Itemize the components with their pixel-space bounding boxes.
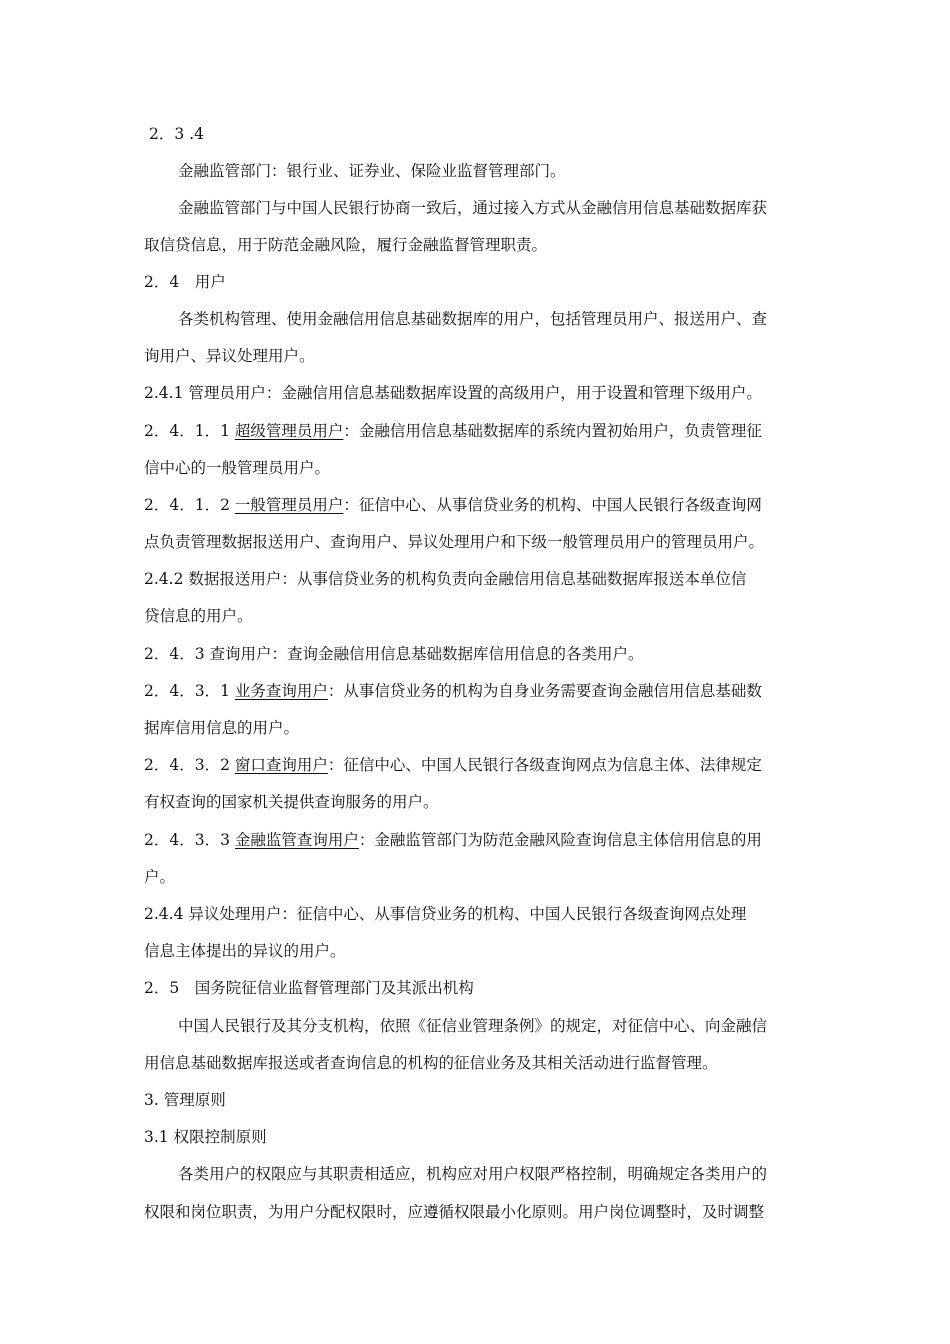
defined-term: 超级管理员用户 [234, 422, 344, 440]
paragraph: 金融监管部门：银行业、证券业、保险业监督管理部门。 [178, 162, 566, 180]
section-heading-2-5: 2．5 国务院征信业监督管理部门及其派出机构 [144, 979, 474, 997]
section-heading-3: 3. 管理原则 [144, 1091, 226, 1109]
paragraph-line: 有权查询的国家机关提供查询服务的用户。 [144, 793, 439, 811]
paragraph-line: 用信息基础数据库报送或者查询信息的机构的征信业务及其相关活动进行监督管理。 [144, 1054, 718, 1072]
section-heading-2-3-4: 2．3 .4 [149, 125, 204, 143]
paragraph-line: 点负责管理数据报送用户、查询用户、异议处理用户和下级一般管理员用户的管理员用户。 [144, 533, 765, 551]
defined-term: 业务查询用户 [234, 682, 328, 700]
paragraph-line: 贷信息的用户。 [144, 607, 253, 625]
item-text: ：金融监管部门为防范金融风险查询信息主体信用信息的用 [358, 831, 762, 849]
paragraph-line: 取信贷信息，用于防范金融风险，履行金融监督管理职责。 [144, 236, 548, 254]
item-number: 2．4．3．1 [144, 682, 235, 700]
defined-term: 一般管理员用户 [234, 496, 344, 514]
section-heading-2-4: 2．4 用户 [144, 273, 226, 291]
paragraph-line: 信息主体提出的异议的用户。 [144, 942, 346, 960]
paragraph-line: 各类机构管理、使用金融信用信息基础数据库的用户，包括管理员用户、报送用户、查 [178, 310, 768, 328]
defined-term: 金融监管查询用户 [234, 831, 359, 849]
item-2-4-2: 2.4.2 数据报送用户：从事信贷业务的机构负责向金融信用信息基础数据库报送本单位信 [144, 570, 747, 588]
item-number: 2．4．1．1 [144, 422, 235, 440]
item-text: ：征信中心、从事信贷业务的机构、中国人民银行各级查询网 [343, 496, 762, 514]
item-number: 2．4．1．2 [144, 496, 235, 514]
section-heading-3-1: 3.1 权限控制原则 [144, 1128, 267, 1146]
item-text: ：征信中心、中国人民银行各级查询网点为信息主体、法律规定 [327, 756, 762, 774]
item-2-4-3: 2．4．3 查询用户：查询金融信用信息基础数据库信用信息的各类用户。 [144, 645, 644, 663]
paragraph-line: 户。 [144, 868, 176, 886]
item-2-4-3-1 [144, 681, 762, 701]
paragraph-line: 金融监管部门与中国人民银行协商一致后，通过接入方式从金融信用信息基础数据库获 [178, 199, 768, 217]
item-number: 2．4．3．2 [144, 756, 235, 774]
item-2-4-1-2 [144, 495, 762, 515]
paragraph-line: 据库信用信息的用户。 [144, 719, 300, 737]
item-2-4-3-2 [144, 755, 762, 775]
item-2-4-4: 2.4.4 异议处理用户：征信中心、从事信贷业务的机构、中国人民银行各级查询网点处理 [144, 905, 747, 923]
item-text: ：从事信贷业务的机构为自身业务需要查询金融信用信息基础数 [327, 682, 762, 700]
defined-term: 窗口查询用户 [234, 756, 328, 774]
paragraph-line: 信中心的一般管理员用户。 [144, 459, 331, 477]
paragraph-line: 询用户、异议处理用户。 [144, 347, 315, 365]
item-number: 2．4．3．3 [144, 831, 235, 849]
paragraph-line: 权限和岗位职责，为用户分配权限时，应遵循权限最小化原则。用户岗位调整时，及时调整 [144, 1203, 765, 1221]
item-2-4-3-3 [144, 830, 762, 850]
paragraph-line: 中国人民银行及其分支机构，依照《征信业管理条例》的规定，对征信中心、向金融信 [178, 1017, 768, 1035]
paragraph-line: 各类用户的权限应与其职责相适应，机构应对用户权限严格控制，明确规定各类用户的 [178, 1165, 768, 1183]
item-2-4-1-1 [144, 421, 762, 441]
item-2-4-1: 2.4.1 管理员用户：金融信用信息基础数据库设置的高级用户，用于设置和管理下级用户。 [144, 384, 762, 402]
item-text: ：金融信用信息基础数据库的系统内置初始用户，负责管理征 [343, 422, 762, 440]
